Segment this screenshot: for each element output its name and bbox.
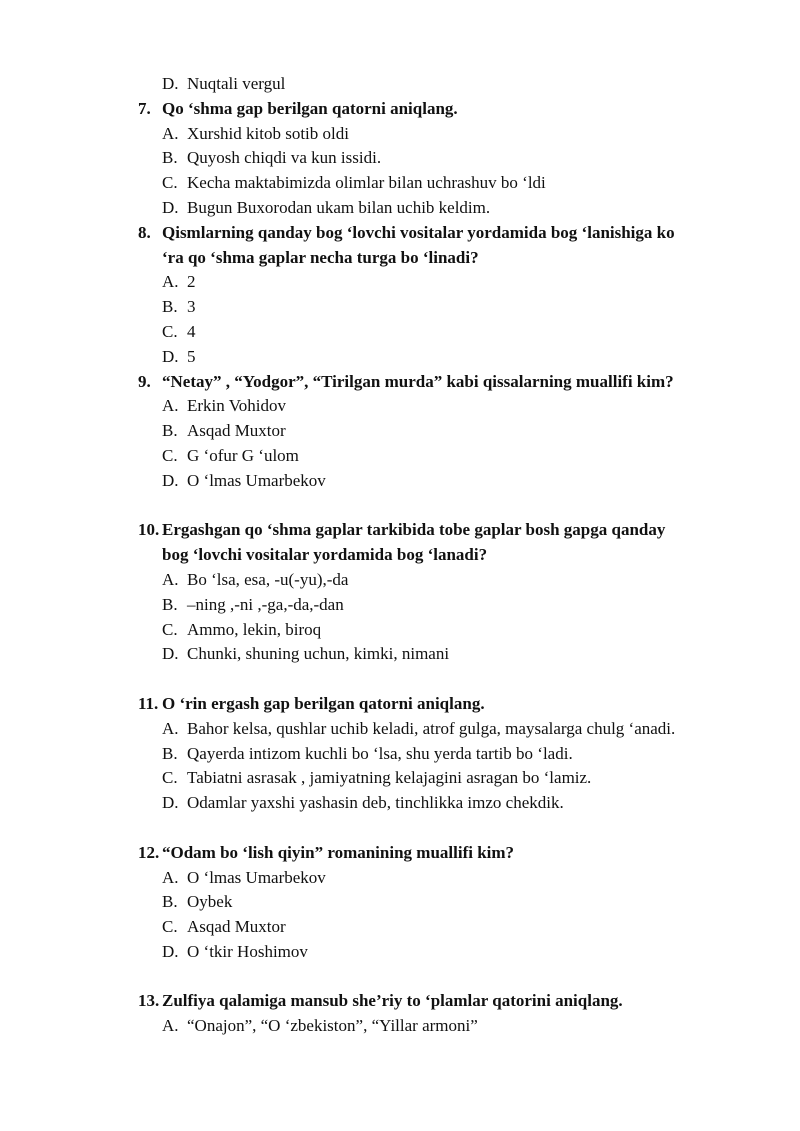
option-text: 3 — [187, 297, 196, 317]
question-number: 7. — [138, 98, 151, 118]
option-line — [0, 171, 800, 196]
question-text: Qismlarning qanday bog ‘lovchi vositalar yordamida bog ‘lanishiga ko — [162, 222, 675, 242]
option-line — [0, 295, 800, 320]
option-letter: C. — [162, 445, 178, 465]
option-line — [0, 915, 800, 940]
option-line — [0, 469, 800, 494]
option-line — [0, 1014, 800, 1039]
option-letter: D. — [162, 941, 179, 961]
option-line — [0, 444, 800, 469]
option-line — [0, 196, 800, 221]
option-text: O ‘tkir Hoshimov — [187, 941, 308, 961]
option-text: Kecha maktabimizda olimlar bilan uchrashuv bo ‘ldi — [187, 173, 546, 193]
option-line — [0, 320, 800, 345]
question-text: Ergashgan qo ‘shma gaplar tarkibida tobe gaplar bosh gapga qanday — [162, 520, 666, 540]
option-text: Asqad Muxtor — [187, 421, 286, 441]
option-text: Quyosh chiqdi va kun issidi. — [187, 148, 382, 168]
option-line — [0, 890, 800, 915]
option-letter: A. — [162, 718, 179, 738]
question-text: “Netay” , “Yodgor”, “Tirilgan murda” kabi qissalarning muallifi kim? — [162, 371, 674, 391]
option-letter: C. — [162, 768, 178, 788]
option-letter: B. — [162, 743, 178, 763]
option-letter: D. — [162, 644, 179, 664]
question-7-title — [0, 97, 800, 122]
option-letter: C. — [162, 321, 178, 341]
question-11-title — [0, 692, 800, 717]
option-letter: A. — [162, 396, 179, 416]
option-text: Bugun Buxorodan ukam bilan uchib keldim. — [187, 197, 491, 217]
question-text-continued: bog ‘lovchi vositalar yordamida bog ‘lanadi? — [162, 545, 488, 565]
option-line — [0, 791, 800, 816]
blank-line — [0, 494, 800, 519]
option-line — [0, 270, 800, 295]
option-line — [0, 766, 800, 791]
option-text: 2 — [187, 272, 196, 292]
option-line — [0, 717, 800, 742]
blank-line — [0, 816, 800, 841]
option-letter: D. — [162, 346, 179, 366]
question-number: 13. — [138, 991, 160, 1011]
option-text: “Onajon”, “O ‘zbekiston”, “Yillar armoni” — [187, 1016, 478, 1036]
question-number: 11. — [138, 693, 159, 713]
question-number: 12. — [138, 842, 160, 862]
option-letter: A. — [162, 1016, 179, 1036]
option-text: Tabiatni asrasak , jamiyatning kelajagini asragan bo ‘lamiz. — [187, 768, 592, 788]
question-number: 9. — [138, 371, 151, 391]
option-text: O ‘lmas Umarbekov — [187, 867, 326, 887]
option-line — [0, 345, 800, 370]
option-letter: D. — [162, 197, 179, 217]
option-text: –ning ,-ni ,-ga,-da,-dan — [187, 594, 344, 614]
question-text: Qo ‘shma gap berilgan qatorni aniqlang. — [162, 98, 458, 118]
option-line — [0, 742, 800, 767]
option-text: 5 — [187, 346, 196, 366]
question-13-title — [0, 989, 800, 1014]
option-text: Bahor kelsa, qushlar uchib keladi, atrof gulga, maysalarga chulg ‘anadi. — [187, 718, 676, 738]
option-text: Qayerda intizom kuchli bo ‘lsa, shu yerda tartib bo ‘ladi. — [187, 743, 573, 763]
option-text: 4 — [187, 321, 196, 341]
option-letter: C. — [162, 917, 178, 937]
option-text: Odamlar yaxshi yashasin deb, tinchlikka imzo chekdik. — [187, 793, 564, 813]
option-line — [0, 394, 800, 419]
option-line — [0, 618, 800, 643]
option-letter: B. — [162, 421, 178, 441]
blank-line — [0, 965, 800, 990]
question-text: “Odam bo ‘lish qiyin” romanining muallifi kim? — [162, 842, 515, 862]
question-number: 8. — [138, 222, 151, 242]
option-text: Ammo, lekin, biroq — [187, 619, 322, 639]
option-letter: D. — [162, 74, 179, 93]
option-line — [0, 642, 800, 667]
option-text: Asqad Muxtor — [187, 917, 286, 937]
option-line — [0, 593, 800, 618]
option-text: Erkin Vohidov — [187, 396, 287, 416]
question-text-continued: ‘ra qo ‘shma gaplar necha turga bo ‘linadi? — [162, 247, 479, 267]
option-letter: A. — [162, 272, 179, 292]
option-line — [0, 146, 800, 171]
option-line — [0, 419, 800, 444]
option-text: Nuqtali vergul — [187, 74, 286, 93]
question-text: Zulfiya qalamiga mansub she’riy to ‘plamlar qatorini aniqlang. — [162, 991, 623, 1011]
option-letter: C. — [162, 619, 178, 639]
question-12-title — [0, 841, 800, 866]
option-line — [0, 568, 800, 593]
option-letter: A. — [162, 867, 179, 887]
question-8-title — [0, 221, 800, 246]
option-letter: A. — [162, 123, 179, 143]
option-letter: D. — [162, 793, 179, 813]
option-line — [0, 866, 800, 891]
option-text: O ‘lmas Umarbekov — [187, 470, 326, 490]
option-text: G ‘ofur G ‘ulom — [187, 445, 299, 465]
option-letter: B. — [162, 892, 178, 912]
option-letter: B. — [162, 148, 178, 168]
option-text: Bo ‘lsa, esa, -u(-yu),-da — [187, 569, 349, 589]
option-line — [0, 940, 800, 965]
option-text: Xurshid kitob sotib oldi — [187, 123, 349, 143]
question-9-title — [0, 370, 800, 395]
question-text: O ‘rin ergash gap berilgan qatorni aniqlang. — [162, 693, 485, 713]
blank-line — [0, 667, 800, 692]
option-line — [0, 122, 800, 147]
question-number: 10. — [138, 520, 160, 540]
question-10-title — [0, 518, 800, 543]
option-line — [0, 72, 800, 97]
option-letter: C. — [162, 173, 178, 193]
option-letter: B. — [162, 297, 178, 317]
option-letter: B. — [162, 594, 178, 614]
option-text: Oybek — [187, 892, 233, 912]
option-letter: D. — [162, 470, 179, 490]
document-page — [0, 72, 800, 1039]
option-text: Chunki, shuning uchun, kimki, nimani — [187, 644, 450, 664]
option-letter: A. — [162, 569, 179, 589]
